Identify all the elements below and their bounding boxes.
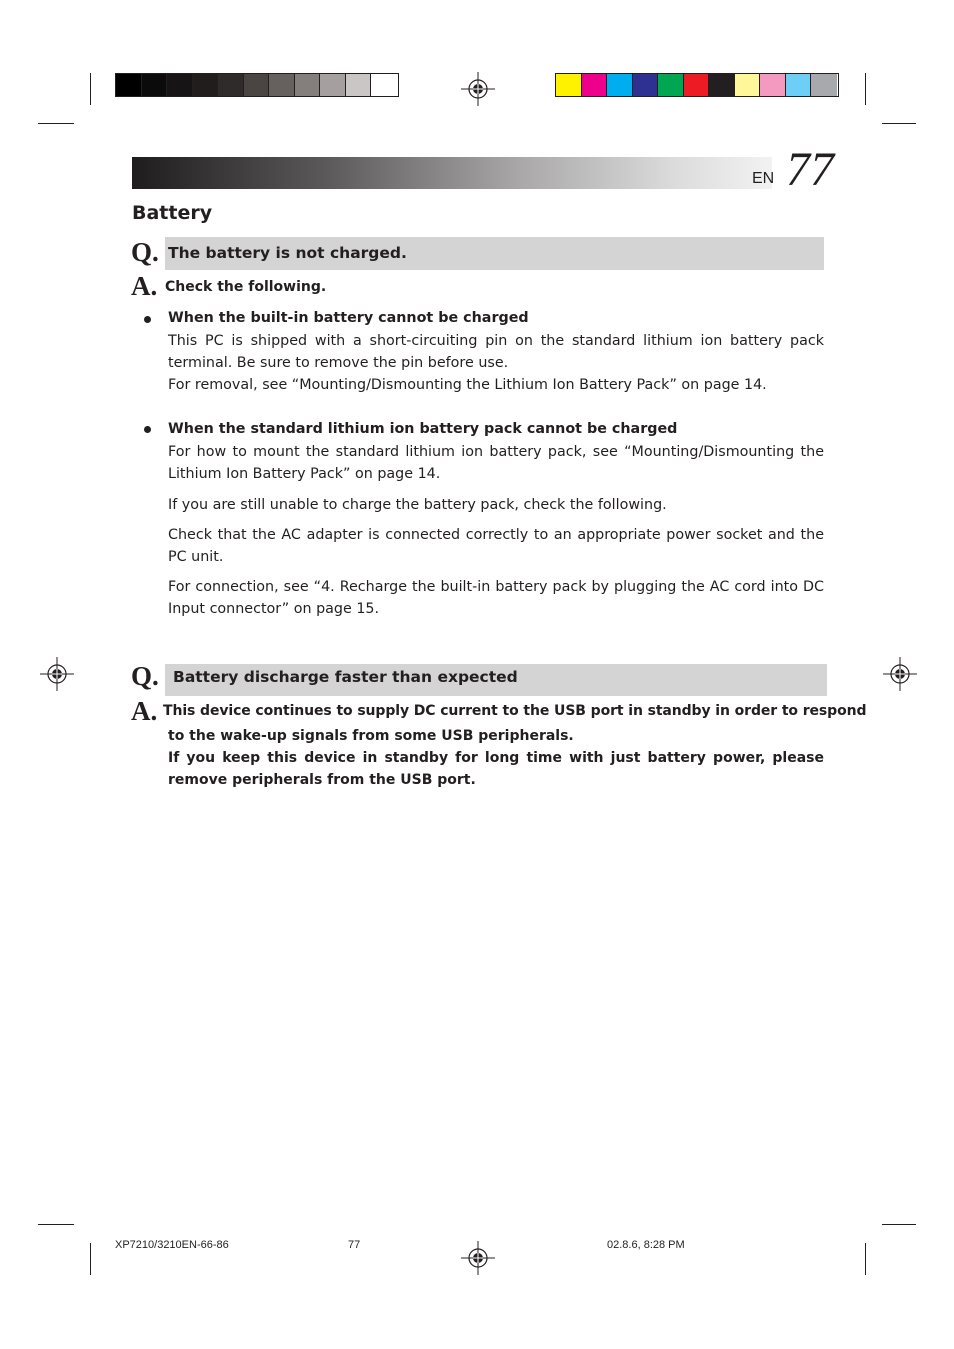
color-swatch — [709, 74, 735, 96]
color-swatch — [582, 74, 608, 96]
header-gradient-band — [132, 157, 775, 189]
color-swatch — [786, 74, 812, 96]
bullet-dot-icon — [144, 426, 151, 433]
color-swatch — [116, 74, 142, 96]
color-swatch — [320, 74, 346, 96]
crop-mark — [90, 1243, 91, 1275]
footer-file-id: XP7210/3210EN-66-86 — [115, 1239, 229, 1251]
color-swatch — [556, 74, 582, 96]
page-number: 77 — [786, 143, 834, 196]
answer-marker: A. — [131, 271, 158, 301]
paragraph: For connection, see “4. Recharge the built-in battery pack by plugging the AC cord into DC Input connector” on page 15. — [168, 579, 824, 617]
color-swatch — [658, 74, 684, 96]
color-swatch — [142, 74, 168, 96]
registration-target-icon — [461, 1241, 495, 1275]
paragraph: Check that the AC adapter is connected correctly to an appropriate power socket and the PC unit. — [168, 527, 824, 565]
color-swatch — [346, 74, 372, 96]
bullet-dot-icon — [144, 316, 151, 323]
color-swatch — [607, 74, 633, 96]
answer-text: to the wake-up signals from some USB peripherals. — [168, 728, 574, 744]
color-swatch — [633, 74, 659, 96]
bullet-body: This PC is shipped with a short-circuiting pin on the standard lithium ion battery pack terminal. Be sure to remove the pin before use. — [168, 333, 824, 371]
answer-text: This device continues to supply DC current to the USB port in standby in order to respond — [163, 703, 867, 719]
color-swatch — [244, 74, 270, 96]
question-text: Battery discharge faster than expected — [173, 668, 518, 686]
bullet-heading: When the standard lithium ion battery pack cannot be charged — [168, 421, 678, 437]
color-swatch — [735, 74, 761, 96]
paragraph: If you are still unable to charge the battery pack, check the following. — [168, 497, 667, 513]
bullet-heading: When the built-in battery cannot be charged — [168, 310, 529, 326]
language-code: EN — [752, 170, 775, 187]
color-swatch — [295, 74, 321, 96]
color-swatch — [684, 74, 710, 96]
footer-timestamp: 02.8.6, 8:28 PM — [607, 1239, 685, 1251]
answer-text: If you keep this device in standby for long time with just battery power, please remove peripherals from the USB port. — [168, 750, 824, 788]
question-marker: Q. — [131, 661, 159, 691]
crop-mark — [882, 123, 916, 124]
answer-marker: A. — [131, 696, 158, 726]
crop-mark — [865, 1243, 866, 1275]
color-swatch — [760, 74, 786, 96]
crop-mark — [865, 73, 866, 105]
crop-mark — [882, 1224, 916, 1225]
registration-target-icon — [883, 657, 917, 691]
grayscale-calibration-bar — [115, 73, 399, 97]
color-calibration-bar — [555, 73, 839, 97]
registration-target-icon — [461, 72, 495, 106]
color-swatch — [371, 74, 397, 96]
color-swatch — [811, 74, 837, 96]
color-swatch — [167, 74, 193, 96]
bullet-body: For removal, see “Mounting/Dismounting the Lithium Ion Battery Pack” on page 14. — [168, 377, 767, 393]
footer-page: 77 — [348, 1239, 361, 1251]
question-text: The battery is not charged. — [168, 244, 407, 262]
crop-mark — [90, 73, 91, 105]
section-title: Battery — [132, 202, 213, 224]
question-marker: Q. — [131, 237, 159, 267]
color-swatch — [218, 74, 244, 96]
color-swatch — [269, 74, 295, 96]
registration-target-icon — [40, 657, 74, 691]
crop-mark — [38, 123, 74, 124]
crop-mark — [38, 1224, 74, 1225]
color-swatch — [193, 74, 219, 96]
bullet-body: For how to mount the standard lithium ion battery pack, see “Mounting/Dismounting the Lithium Ion Battery Pack” on page 14. — [168, 444, 824, 482]
answer-text: Check the following. — [165, 279, 327, 295]
